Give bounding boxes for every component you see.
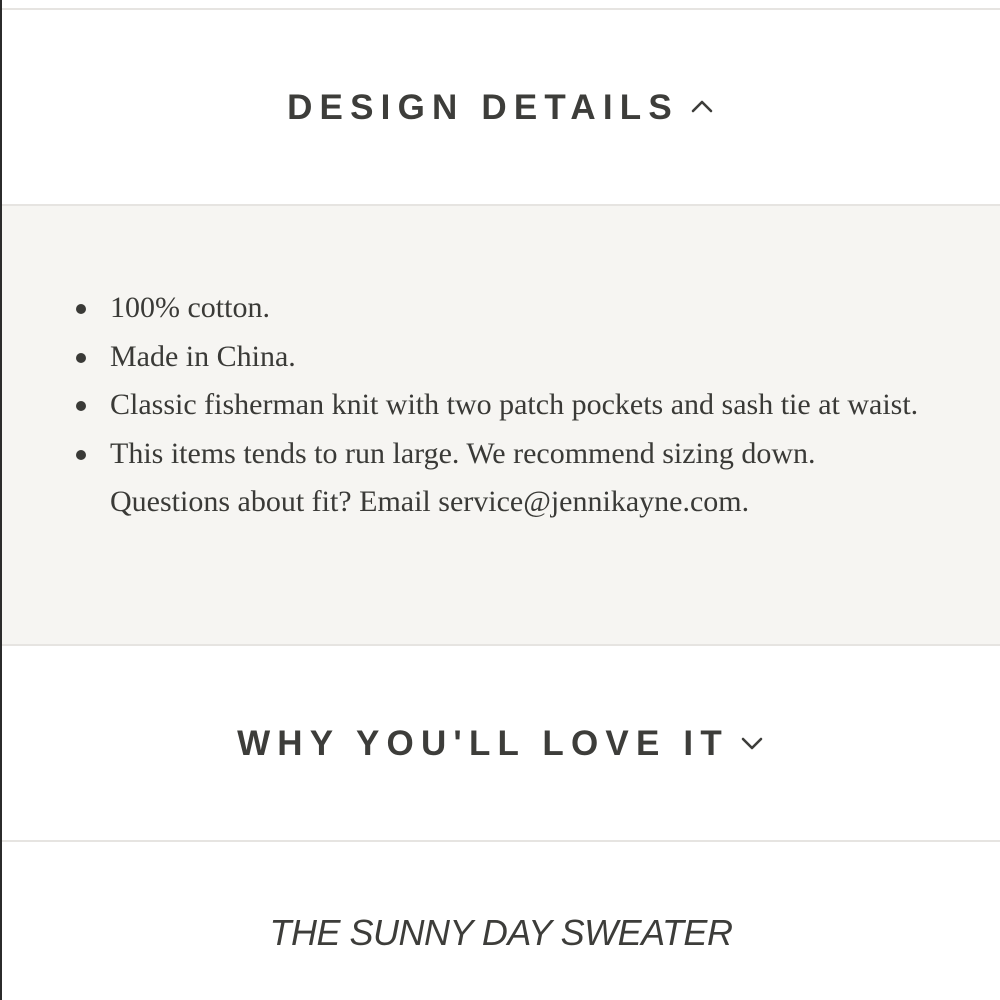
list-item-text: This items tends to run large. We recommend sizing down. Questions about fit? Email service@jennikayne.com. <box>110 436 816 518</box>
list-item <box>76 381 936 430</box>
bullet-icon <box>76 304 86 314</box>
list-item-text: Classic fisherman knit with two patch pockets and sash tie at waist. <box>110 388 919 421</box>
bullet-icon <box>76 353 86 363</box>
list-item <box>76 333 936 382</box>
design-details-title: DESIGN DETAILS <box>287 87 679 127</box>
list-item-text: 100% cotton. <box>110 291 270 324</box>
design-details-panel <box>2 206 1000 644</box>
why-love-toggle[interactable] <box>2 644 1000 842</box>
list-item <box>76 284 936 333</box>
list-item-text: Made in China. <box>110 339 296 373</box>
bullet-icon <box>76 401 86 411</box>
design-details-list <box>76 284 936 527</box>
list-item <box>76 430 936 527</box>
product-title: THE SUNNY DAY SWEATER <box>269 912 733 953</box>
why-love-title: WHY YOU'LL LOVE IT <box>237 723 729 763</box>
chevron-up-icon <box>689 94 715 120</box>
design-details-toggle[interactable] <box>2 10 1000 206</box>
chevron-down-icon <box>739 730 765 756</box>
bullet-icon <box>76 450 86 460</box>
